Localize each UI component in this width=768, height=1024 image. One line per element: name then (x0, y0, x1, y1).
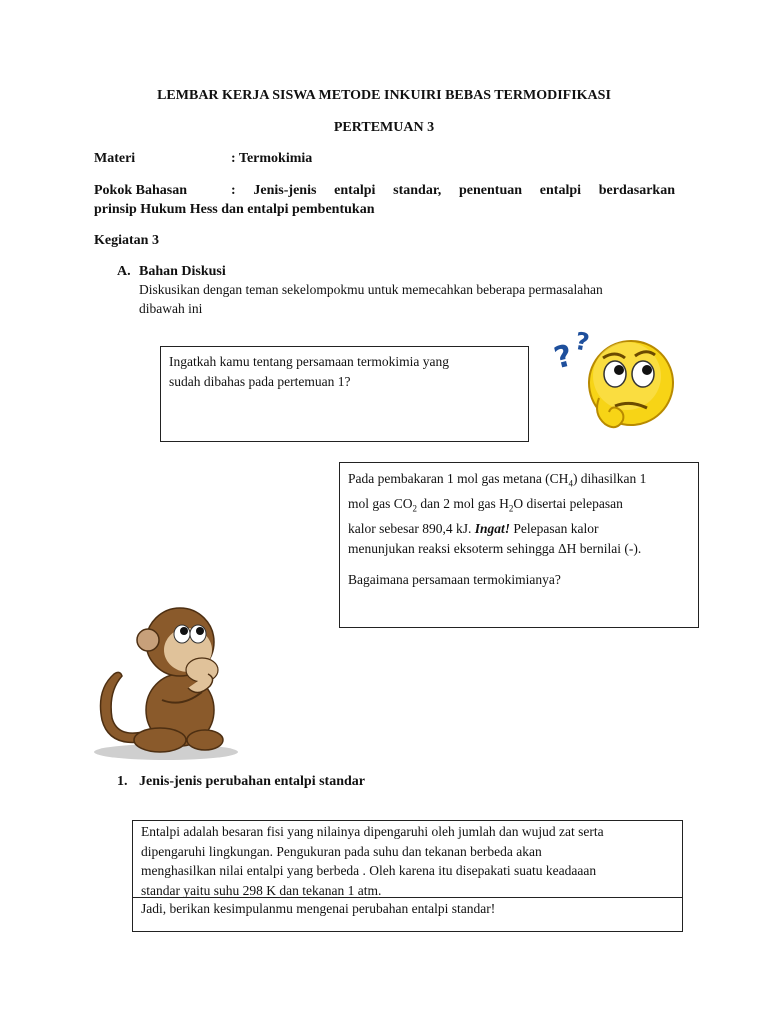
materi-value: : Termokimia (231, 151, 313, 166)
recall-question-box (160, 346, 529, 442)
problem-line1: Pada pembakaran 1 mol gas metana $(CH_4)$ dihasilkan 1 (348, 471, 647, 489)
intro-line2: dibawah ini (139, 301, 203, 316)
section-a-marker: A. (117, 264, 131, 279)
pokok-value-line1: : Jenis-jenis entalpi standar, penentuan entalpi berdasarkan (231, 183, 675, 198)
activity-title: Kegiatan 3 (94, 233, 159, 248)
problem-line3: kalor sebesar 890,4 kJ. Ingat! Pelepasan kalor (348, 521, 599, 537)
section-1-number: 1. (117, 774, 128, 789)
info-line3: menghasilkan nilai entalpi yang berbeda . Oleh karena itu disepakati suatu keadaaan (141, 863, 597, 878)
materi-label: Materi (94, 151, 136, 166)
info-line4: standar yaitu suhu 298 K dan tekanan 1 atm. (141, 882, 382, 898)
meeting-title: PERTEMUAN 3 (333, 120, 435, 135)
info-line2: dipengaruhi lingkungan. Pengukuran pada suhu dan tekanan berbeda akan (141, 843, 542, 859)
section-a-title: Bahan Diskusi (139, 264, 226, 279)
pokok-label: Pokok Bahasan (94, 183, 187, 198)
thinking-face-icon (553, 328, 678, 433)
problem-question: Bagaimana persamaan termokimianya? (348, 572, 561, 588)
thinking-monkey-icon (90, 600, 240, 765)
combustion-problem-box (339, 462, 699, 628)
section-1-title: Jenis-jenis perubahan entalpi standar (139, 774, 365, 789)
document-title: LEMBAR KERJA SISWA METODE INKUIRI BEBAS TERMODIFIKASI (157, 88, 611, 103)
svg-text:?: ? (553, 338, 577, 377)
conclusion-answer-box[interactable] (132, 897, 683, 932)
conclusion-prompt: Jadi, berikan kesimpulanmu mengenai perubahan entalpi standar! (141, 901, 496, 916)
problem-line2: mol gas $CO_2$ dan 2 mol gas $H_2O$ disertai pelepasan (348, 496, 623, 514)
svg-text:?: ? (572, 328, 592, 357)
pokok-value-line2: prinsip Hukum Hess dan entalpi pembentukan (94, 202, 375, 217)
problem-line4: menunjukan reaksi eksoterm sehingga ΔH bernilai (-). (348, 540, 642, 556)
recall-line2: sudah dibahas pada pertemuan 1? (169, 373, 351, 389)
recall-line1: Ingatkah kamu tentang persamaan termokimia yang (169, 354, 450, 369)
intro-line1: Diskusikan dengan teman sekelompokmu untuk memecahkan beberapa permasalahan (139, 282, 603, 297)
info-line1: Entalpi adalah besaran fisi yang nilainya dipengaruhi oleh jumlah dan wujud zat serta (141, 824, 604, 839)
enthalpy-info-box (132, 820, 683, 898)
